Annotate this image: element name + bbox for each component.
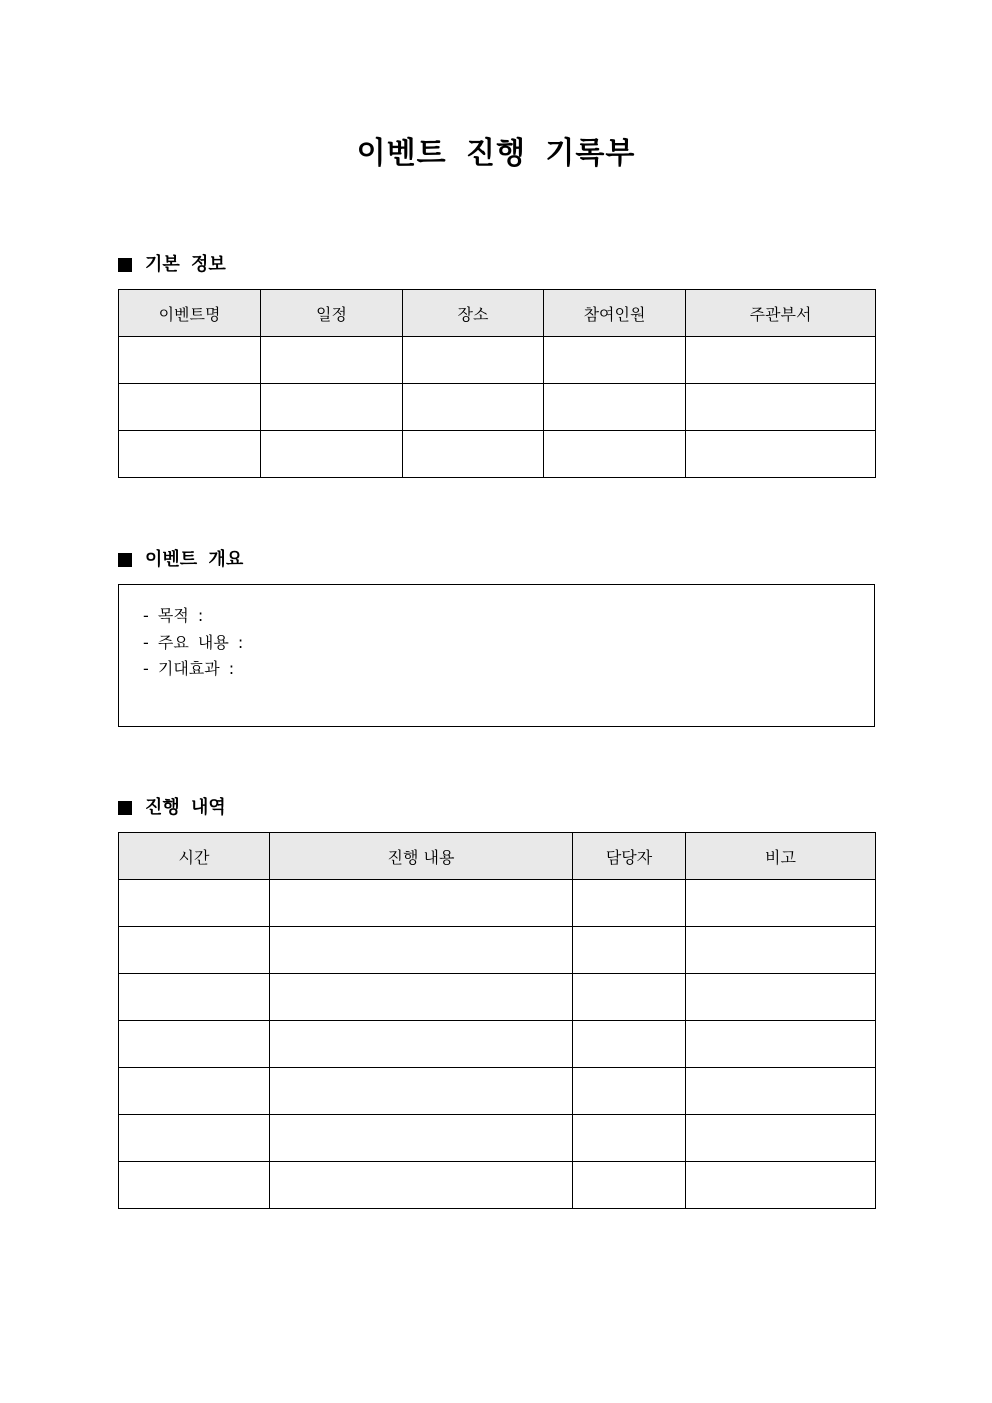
table-cell[interactable] — [270, 1115, 573, 1162]
progress-heading-label: 진행 내역 — [145, 797, 226, 818]
column-header-person-in-charge: 담당자 — [573, 833, 686, 880]
table-cell[interactable] — [573, 927, 686, 974]
table-cell[interactable] — [119, 1068, 270, 1115]
table-cell[interactable] — [686, 880, 876, 927]
table-row — [119, 880, 876, 927]
basic-info-heading-label: 기본 정보 — [145, 254, 226, 275]
table-cell[interactable] — [270, 1162, 573, 1209]
overview-box[interactable] — [118, 584, 875, 727]
table-cell[interactable] — [686, 1021, 876, 1068]
table-row — [119, 1162, 876, 1209]
overview-main-content-line: - 주요 내용 : — [143, 632, 244, 652]
overview-heading-label: 이벤트 개요 — [145, 549, 244, 570]
table-header-row — [119, 290, 876, 337]
square-bullet-icon — [118, 553, 132, 567]
square-bullet-icon — [118, 258, 132, 272]
table-cell[interactable] — [573, 1115, 686, 1162]
table-cell[interactable] — [119, 974, 270, 1021]
table-cell[interactable] — [686, 1068, 876, 1115]
table-cell[interactable] — [573, 1162, 686, 1209]
table-cell[interactable] — [119, 880, 270, 927]
table-cell[interactable] — [119, 1162, 270, 1209]
table-cell[interactable] — [119, 384, 261, 431]
table-row — [119, 974, 876, 1021]
basic-info-heading — [118, 253, 226, 277]
table-row — [119, 1068, 876, 1115]
table-cell[interactable] — [403, 384, 544, 431]
table-cell[interactable] — [261, 431, 403, 478]
table-cell[interactable] — [119, 1115, 270, 1162]
column-header-time: 시간 — [119, 833, 270, 880]
column-header-department: 주관부서 — [686, 290, 876, 337]
table-row — [119, 1115, 876, 1162]
document-title: 이벤트 진행 기록부 — [356, 136, 636, 171]
table-cell[interactable] — [270, 880, 573, 927]
table-cell[interactable] — [686, 927, 876, 974]
column-header-remarks: 비고 — [686, 833, 876, 880]
progress-table — [118, 832, 876, 1209]
table-row — [119, 431, 876, 478]
table-cell[interactable] — [403, 431, 544, 478]
table-cell[interactable] — [119, 337, 261, 384]
table-row — [119, 1021, 876, 1068]
table-cell[interactable] — [270, 1068, 573, 1115]
table-cell[interactable] — [119, 431, 261, 478]
table-cell[interactable] — [573, 1068, 686, 1115]
column-header-schedule: 일정 — [261, 290, 403, 337]
column-header-location: 장소 — [403, 290, 544, 337]
table-cell[interactable] — [261, 384, 403, 431]
table-cell[interactable] — [119, 1021, 270, 1068]
table-cell[interactable] — [544, 337, 686, 384]
table-cell[interactable] — [403, 337, 544, 384]
square-bullet-icon — [118, 801, 132, 815]
table-cell[interactable] — [261, 337, 403, 384]
column-header-event-name: 이벤트명 — [119, 290, 261, 337]
table-cell[interactable] — [270, 974, 573, 1021]
table-row — [119, 384, 876, 431]
table-cell[interactable] — [544, 431, 686, 478]
table-cell[interactable] — [119, 927, 270, 974]
table-header-row — [119, 833, 876, 880]
table-row — [119, 337, 876, 384]
table-cell[interactable] — [573, 974, 686, 1021]
overview-purpose-line: - 목적 : — [143, 606, 204, 625]
overview-expected-effect-line: - 기대효과 : — [143, 659, 235, 678]
table-cell[interactable] — [544, 384, 686, 431]
table-cell[interactable] — [686, 1162, 876, 1209]
table-cell[interactable] — [573, 880, 686, 927]
table-cell[interactable] — [686, 1115, 876, 1162]
progress-heading — [118, 796, 226, 820]
table-cell[interactable] — [270, 1021, 573, 1068]
basic-info-table — [118, 289, 876, 478]
table-cell[interactable] — [270, 927, 573, 974]
column-header-progress-content: 진행 내용 — [270, 833, 573, 880]
table-cell[interactable] — [686, 431, 876, 478]
column-header-participants: 참여인원 — [544, 290, 686, 337]
table-cell[interactable] — [686, 384, 876, 431]
table-cell[interactable] — [686, 337, 876, 384]
table-cell[interactable] — [686, 974, 876, 1021]
table-cell[interactable] — [573, 1021, 686, 1068]
overview-heading — [118, 548, 243, 572]
table-row — [119, 927, 876, 974]
